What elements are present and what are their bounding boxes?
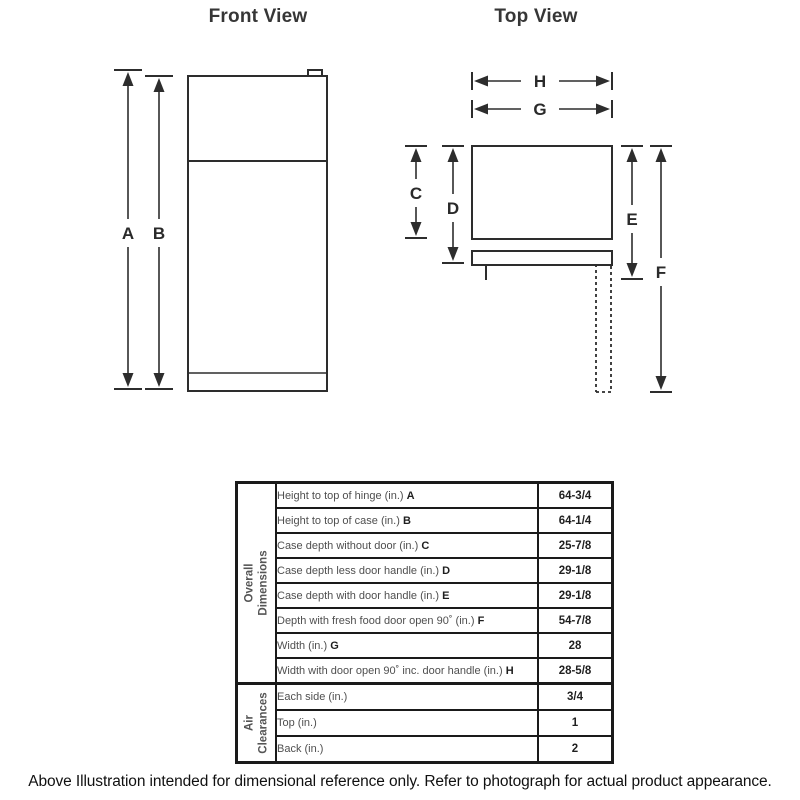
- row-dim-letter: G: [330, 639, 339, 652]
- table-row: [237, 658, 613, 684]
- table-row: [237, 533, 613, 558]
- footnote-caption: Above Illustration intended for dimensional reference only. Refer to photograph for actual product appearance.: [28, 773, 772, 790]
- dim-arrow-a: [114, 70, 142, 389]
- row-value: 1: [538, 710, 613, 736]
- arrowhead-down-icon: [656, 376, 667, 390]
- row-value: 54-7/8: [538, 608, 613, 633]
- row-value: 28-5/8: [538, 658, 613, 684]
- section-header-line: Clearances: [257, 692, 270, 754]
- table-row: [237, 736, 613, 763]
- row-label: [276, 483, 538, 509]
- row-label-text: Top (in.): [277, 717, 317, 729]
- dim-label-f: F: [655, 263, 667, 282]
- row-dim-letter: D: [442, 564, 451, 577]
- row-value: 28: [538, 633, 613, 658]
- row-label: [276, 684, 538, 711]
- front-view-drawing: [188, 70, 327, 391]
- dim-arrow-c: [405, 146, 427, 238]
- dim-label-c: C: [409, 184, 423, 203]
- table-row: [237, 508, 613, 533]
- top-view-case: [472, 146, 612, 239]
- row-value: 2: [538, 736, 613, 763]
- table-row: [237, 558, 613, 583]
- dim-arrow-d: [442, 146, 464, 263]
- front-view-title: Front View: [208, 6, 308, 27]
- section-header-air-clearances: [237, 684, 277, 763]
- dim-arrow-b: [145, 76, 173, 389]
- row-dim-letter: B: [402, 514, 411, 527]
- dim-label-e: E: [626, 210, 638, 229]
- arrowhead-right-icon: [596, 76, 610, 87]
- row-label-text: Height to top of hinge (in.): [277, 489, 404, 502]
- row-label: [276, 633, 538, 658]
- row-label-text: Width (in.): [277, 639, 328, 652]
- row-label-text: Case depth without door (in.): [277, 539, 419, 552]
- section-header-line: Overall: [243, 563, 256, 603]
- dim-label-g: G: [533, 100, 547, 119]
- row-label: [276, 558, 538, 583]
- arrowhead-down-icon: [448, 247, 459, 261]
- dim-label-d: D: [446, 199, 460, 218]
- arrowhead-up-icon: [448, 148, 459, 162]
- row-label: [276, 736, 538, 763]
- arrowhead-up-icon: [123, 72, 134, 86]
- table-row: [237, 633, 613, 658]
- row-value: 29-1/8: [538, 583, 613, 608]
- table-row: [237, 583, 613, 608]
- row-label: [276, 658, 538, 684]
- row-dim-letter: A: [406, 489, 415, 502]
- row-label-text: Back (in.): [277, 743, 324, 755]
- dim-arrow-g: [472, 100, 612, 119]
- row-value: 64-1/4: [538, 508, 613, 533]
- top-view-door: [472, 251, 612, 265]
- row-label: [276, 533, 538, 558]
- table-row: [237, 608, 613, 633]
- front-view-hinge: [308, 70, 322, 76]
- section-header-line: Dimensions: [257, 550, 270, 616]
- row-label-text: Case depth less door handle (in.): [277, 564, 440, 577]
- top-view-title: Top View: [494, 6, 578, 27]
- arrowhead-left-icon: [474, 104, 488, 115]
- arrowhead-down-icon: [123, 373, 134, 387]
- row-dim-letter: F: [477, 614, 485, 627]
- row-dim-letter: E: [442, 589, 450, 602]
- dim-label-b: B: [152, 224, 166, 243]
- top-view-drawing: [472, 146, 612, 392]
- dim-label-h: H: [533, 72, 547, 91]
- dim-arrow-f: [650, 146, 672, 392]
- row-label-text: Case depth with door handle (in.): [277, 589, 440, 602]
- table-row: [237, 710, 613, 736]
- arrowhead-right-icon: [596, 104, 610, 115]
- row-dim-letter: H: [505, 664, 514, 677]
- arrowhead-down-icon: [154, 373, 165, 387]
- section-header-overall-dimensions: [237, 483, 277, 684]
- dimensions-table: [235, 481, 614, 764]
- arrowhead-up-icon: [656, 148, 667, 162]
- table-row: [237, 684, 613, 711]
- row-label-text: Width with door open 90˚ inc. door handle (in.): [277, 664, 503, 677]
- dim-label-a: A: [121, 224, 135, 243]
- row-label-text: Depth with fresh food door open 90˚ (in.): [277, 614, 475, 627]
- table-row: [237, 483, 613, 509]
- front-view-body: [188, 76, 327, 391]
- arrowhead-left-icon: [474, 76, 488, 87]
- row-value: 64-3/4: [538, 483, 613, 509]
- dim-arrow-e: [621, 146, 643, 279]
- row-label: [276, 608, 538, 633]
- arrowhead-up-icon: [154, 78, 165, 92]
- top-view-open-door-dashed: [596, 264, 611, 392]
- section-header-line: Air: [243, 715, 256, 731]
- arrowhead-down-icon: [411, 222, 422, 236]
- row-dim-letter: C: [421, 539, 430, 552]
- arrowhead-up-icon: [627, 148, 638, 162]
- row-value: 3/4: [538, 684, 613, 711]
- row-label-text: Each side (in.): [277, 691, 348, 703]
- row-label: [276, 583, 538, 608]
- row-value: 25-7/8: [538, 533, 613, 558]
- arrowhead-up-icon: [411, 148, 422, 162]
- row-label-text: Height to top of case (in.): [277, 514, 400, 527]
- row-label: [276, 710, 538, 736]
- arrowhead-down-icon: [627, 263, 638, 277]
- row-value: 29-1/8: [538, 558, 613, 583]
- dim-arrow-h: [472, 72, 612, 91]
- row-label: [276, 508, 538, 533]
